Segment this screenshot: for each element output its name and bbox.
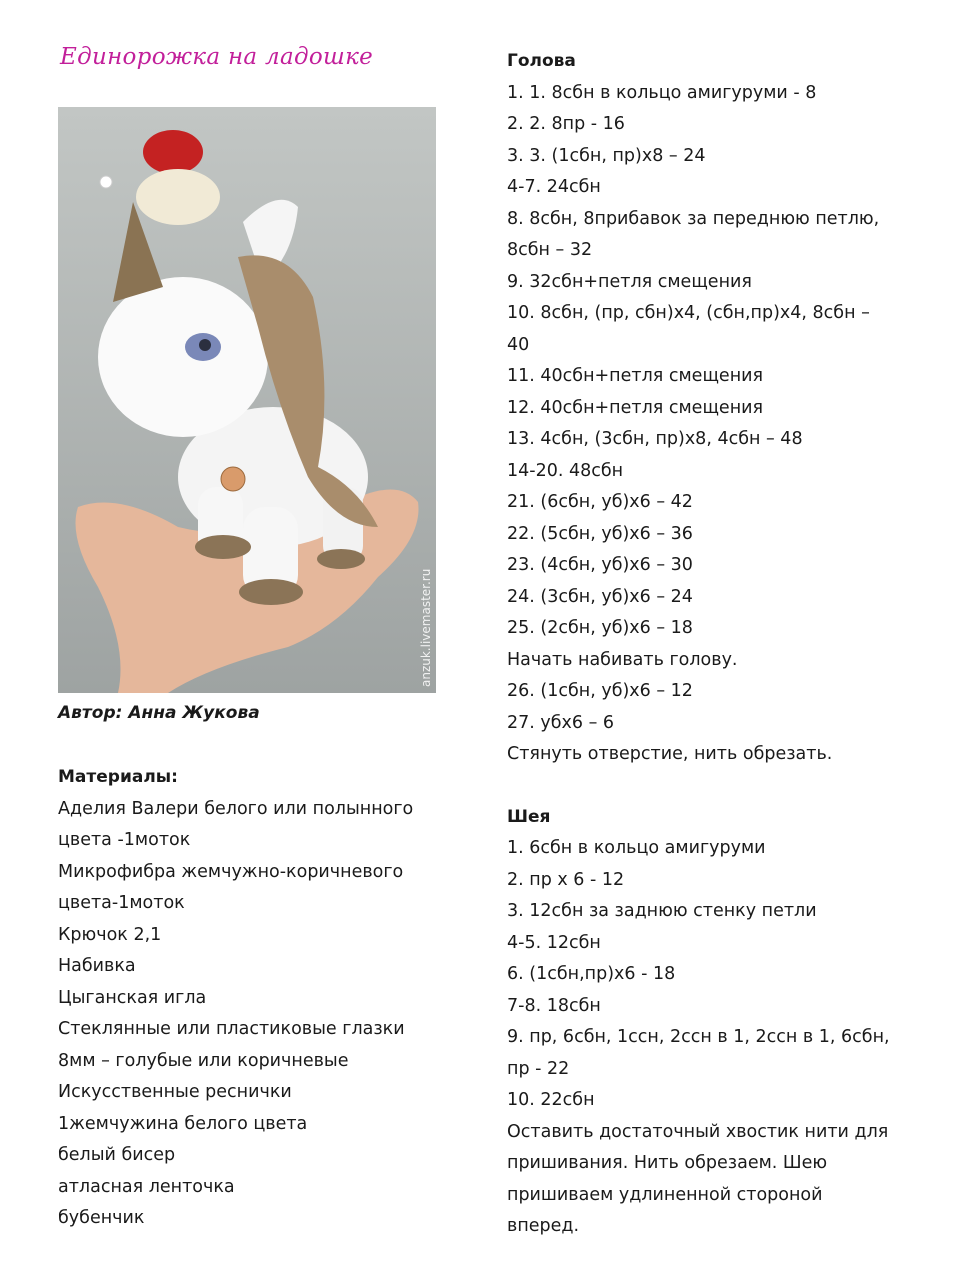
head-row: 13. 4сбн, (3сбн, пр)х8, 4сбн – 48 — [507, 429, 803, 449]
author-credit: Автор: Анна Жукова — [58, 703, 260, 723]
neck-row: 4-5. 12сбн — [507, 932, 601, 953]
head-row: 14-20. 48сбн — [507, 460, 624, 481]
head-row: 40 — [507, 334, 530, 355]
head-row: 4-7. 24сбн — [507, 177, 601, 197]
head-row: Стянуть отверстие, нить обрезать. — [507, 744, 833, 764]
watermark-text: anzuk.livemaster.ru — [419, 568, 433, 687]
unicorn-toy-photo — [58, 107, 436, 693]
materials-heading: Материалы: — [58, 767, 178, 787]
materials-line: Набивка — [58, 956, 136, 976]
neck-row: 10. 22сбн — [507, 1090, 595, 1110]
head-row: 21. (6сбн, уб)х6 – 42 — [507, 492, 693, 512]
head-row: 26. (1сбн, уб)х6 – 12 — [507, 681, 693, 701]
head-row: 11. 40сбн+петля смещения — [507, 366, 764, 386]
neck-row: 9. пр, 6сбн, 1ссн, 2ссн в 1, 2ссн в 1, 6сбн, — [507, 1027, 890, 1047]
head-row: 22. (5сбн, уб)х6 – 36 — [507, 523, 693, 544]
neck-row: Оставить достаточный хвостик нити для — [507, 1121, 889, 1142]
materials-line: Аделия Валери белого или полынного — [58, 798, 414, 819]
neck-row: пр - 22 — [507, 1058, 570, 1079]
head-row: 24. (3сбн, уб)х6 – 24 — [507, 586, 693, 607]
materials-line: атласная ленточка — [58, 1176, 235, 1197]
materials-line: цвета-1моток — [58, 893, 185, 913]
page-title: Единорожка на ладошке — [60, 44, 374, 70]
head-row: 8сбн – 32 — [507, 240, 593, 260]
head-heading: Голова — [507, 51, 576, 71]
instructions-column — [507, 46, 927, 1243]
head-row: 23. (4сбн, уб)х6 – 30 — [507, 555, 693, 575]
neck-heading: Шея — [507, 806, 551, 827]
head-row: 12. 40сбн+петля смещения — [507, 397, 764, 418]
head-row: 9. 32сбн+петля смещения — [507, 271, 752, 292]
materials-line: Микрофибра жемчужно-коричневого — [58, 861, 404, 882]
materials-line: Цыганская игла — [58, 987, 207, 1008]
head-row: 2. 2. 8пр - 16 — [507, 114, 625, 134]
head-row: 25. (2сбн, уб)х6 – 18 — [507, 618, 693, 638]
materials-line: цвета -1моток — [58, 830, 191, 850]
materials-line: бубенчик — [58, 1208, 145, 1228]
materials-line: Стеклянные или пластиковые глазки — [58, 1019, 405, 1039]
head-row: 1. 1. 8сбн в кольцо амигуруми - 8 — [507, 82, 817, 103]
head-row: 10. 8сбн, (пр, сбн)х4, (сбн,пр)х4, 8сбн – — [507, 303, 870, 323]
materials-section — [58, 762, 458, 1235]
neck-row: 7-8. 18сбн — [507, 995, 601, 1016]
materials-line: Крючок 2,1 — [58, 924, 162, 945]
neck-row: 1. 6сбн в кольцо амигуруми — [507, 838, 766, 858]
head-row: 3. 3. (1сбн, пр)х8 – 24 — [507, 145, 706, 166]
materials-line: 8мм – голубые или коричневые — [58, 1050, 349, 1071]
head-row: Начать набивать голову. — [507, 649, 738, 670]
head-row: 27. убх6 – 6 — [507, 712, 615, 733]
materials-line: Искусственные реснички — [58, 1082, 292, 1102]
head-row: 8. 8сбн, 8прибавок за переднюю петлю, — [507, 208, 880, 229]
neck-row: вперед. — [507, 1216, 580, 1236]
neck-row: 3. 12сбн за заднюю стенку петли — [507, 901, 817, 921]
materials-line: белый бисер — [58, 1145, 176, 1165]
neck-row: 6. (1сбн,пр)х6 - 18 — [507, 964, 676, 984]
neck-row: пришивания. Нить обрезаем. Шею — [507, 1153, 828, 1173]
materials-line: 1жемчужина белого цвета — [58, 1113, 308, 1134]
neck-row: пришиваем удлиненной стороной — [507, 1184, 823, 1205]
neck-row: 2. пр х 6 - 12 — [507, 869, 625, 890]
